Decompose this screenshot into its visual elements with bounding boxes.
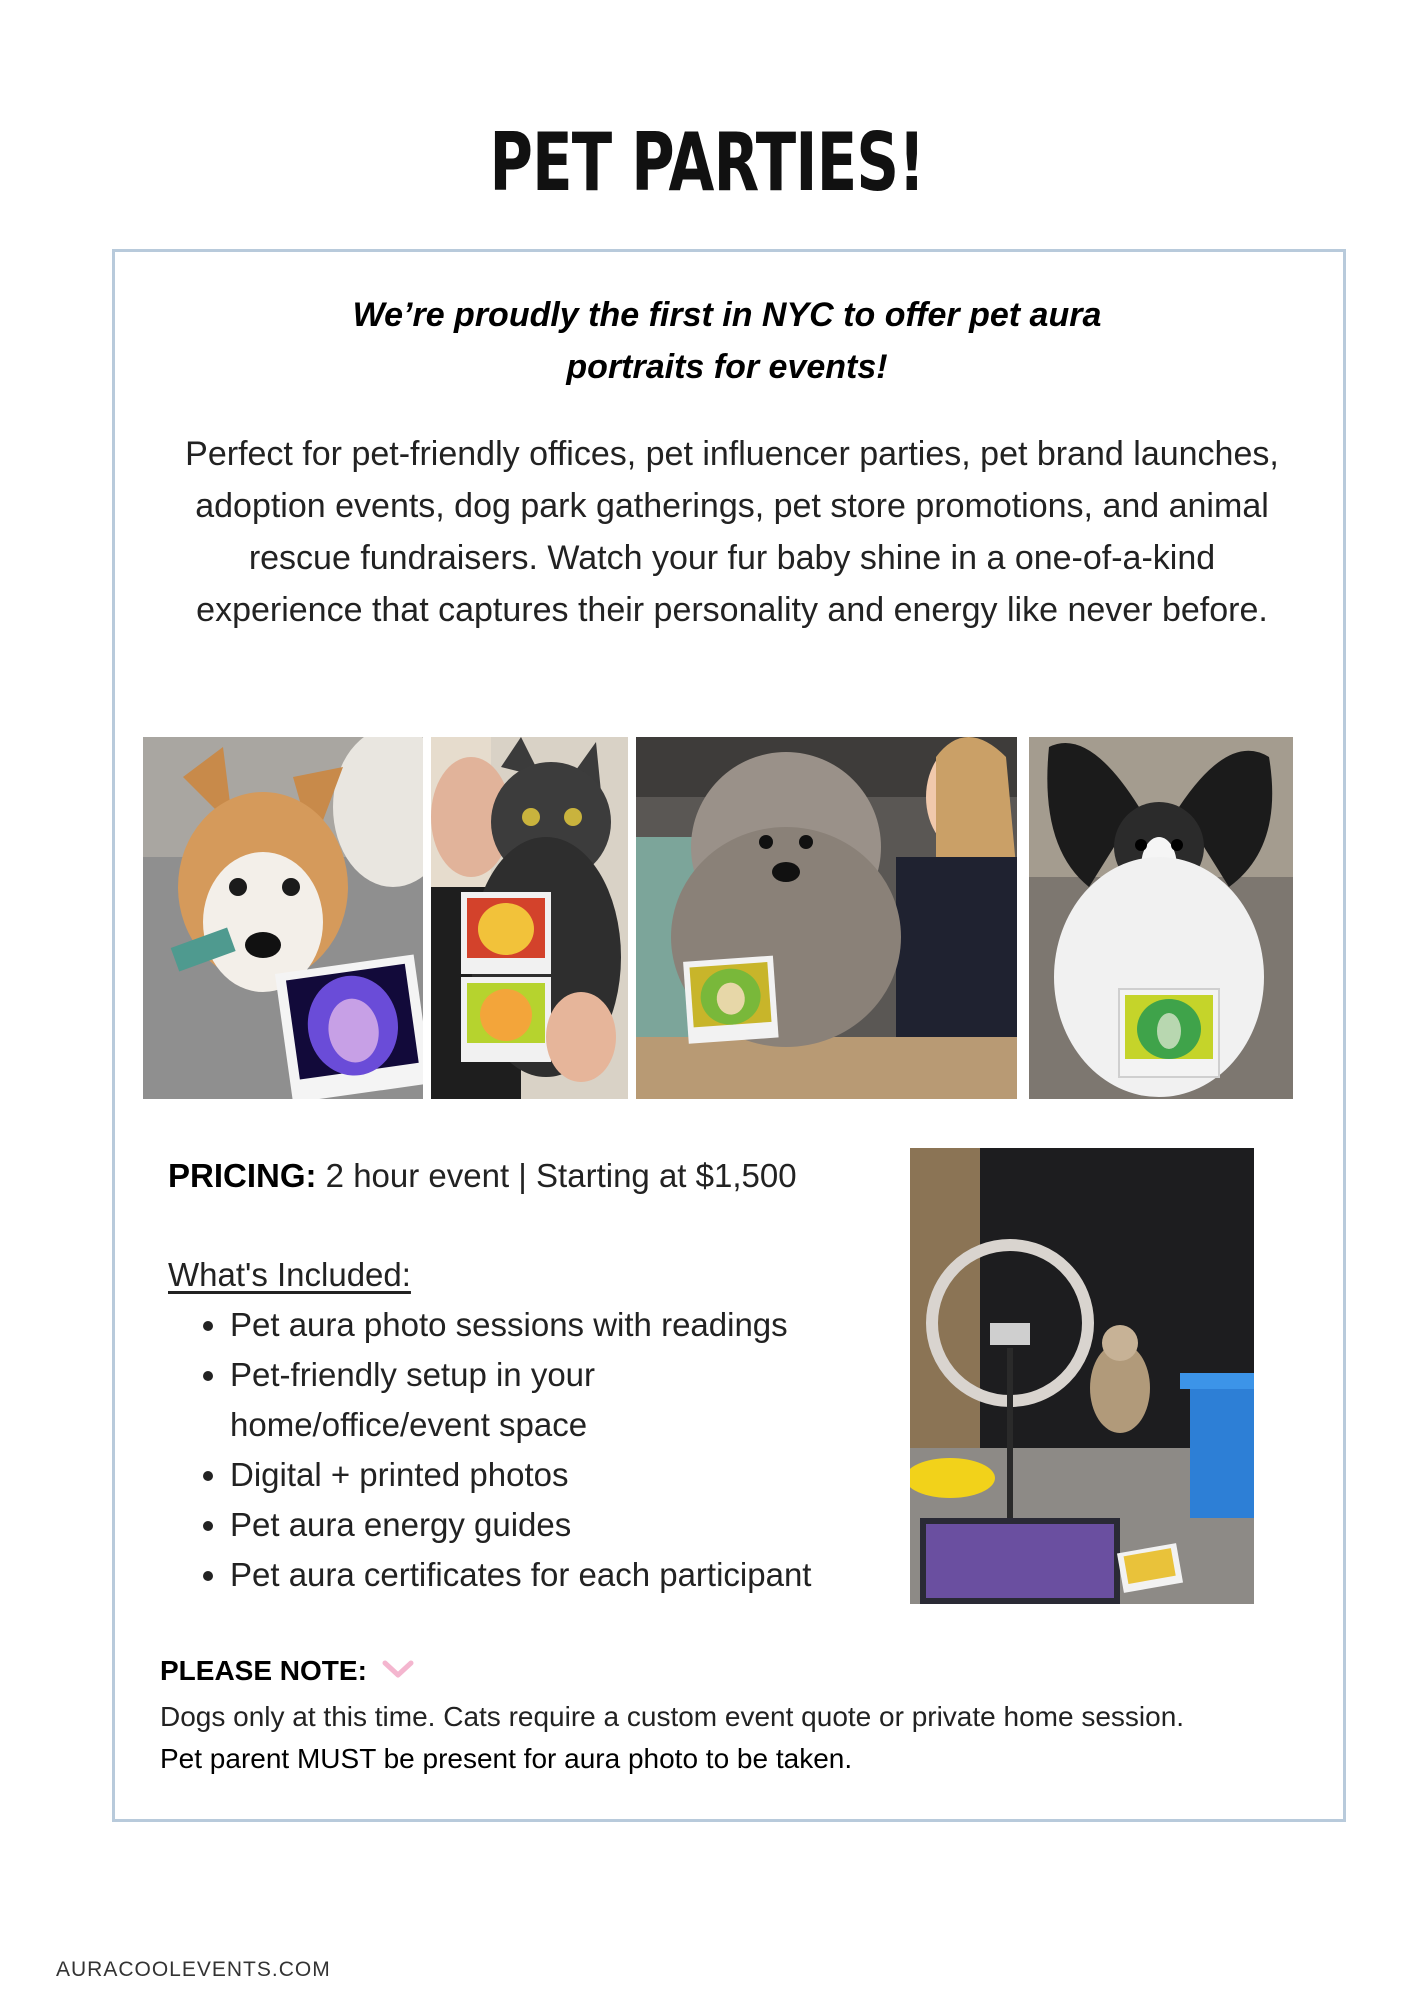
list-item: • Pet aura energy guides [230,1500,930,1550]
footer-website: AURACOOLEVENTS.COM [56,1958,331,1981]
list-item: • Pet-friendly setup in your home/office/event space [230,1350,930,1450]
list-item: • Pet aura certificates for each participant [230,1550,930,1600]
list-item: • Digital + printed photos [230,1450,930,1500]
papillon-with-aura-polaroid-photo [1029,737,1293,1099]
cat-with-aura-polaroids-photo [431,737,628,1099]
note-text-line-1: Dogs only at this time. Cats require a custom event quote or private home session. [160,1701,1185,1732]
tagline [0,289,1414,393]
note-title: PLEASE NOTE: [160,1655,367,1686]
ring-light-photo-setup-photo [910,1148,1254,1604]
pricing-line [168,1155,797,1197]
tagline-line-1: We’re proudly the first in NYC to offer pet aura [352,296,1102,334]
list-item: • Pet aura photo sessions with readings [230,1300,930,1350]
shaggy-dog-with-aura-polaroid-photo [636,737,1017,1099]
intro-paragraph: Perfect for pet-friendly offices, pet influencer parties, pet brand launches, adoption events, dog park gatherings, pet store promotions, and animal rescue fundraisers. Watch your fur baby shine in a one-of-a-kind experience that captures their personality and energy like never before. [185,435,1279,629]
included-title: What's Included: [168,1256,411,1293]
pricing-text: 2 hour event | Starting at $1,500 [325,1157,797,1194]
tagline-line-2: portraits for events! [566,348,888,386]
page-title: PET PARTIES! [489,116,925,209]
included-list [182,1300,930,1600]
chevron-down-icon [382,1658,414,1680]
note-text-line-2: Pet parent MUST be present for aura photo to be taken. [160,1743,853,1774]
corgi-with-aura-polaroid-photo [143,737,423,1099]
pricing-label: PRICING: [168,1157,317,1194]
